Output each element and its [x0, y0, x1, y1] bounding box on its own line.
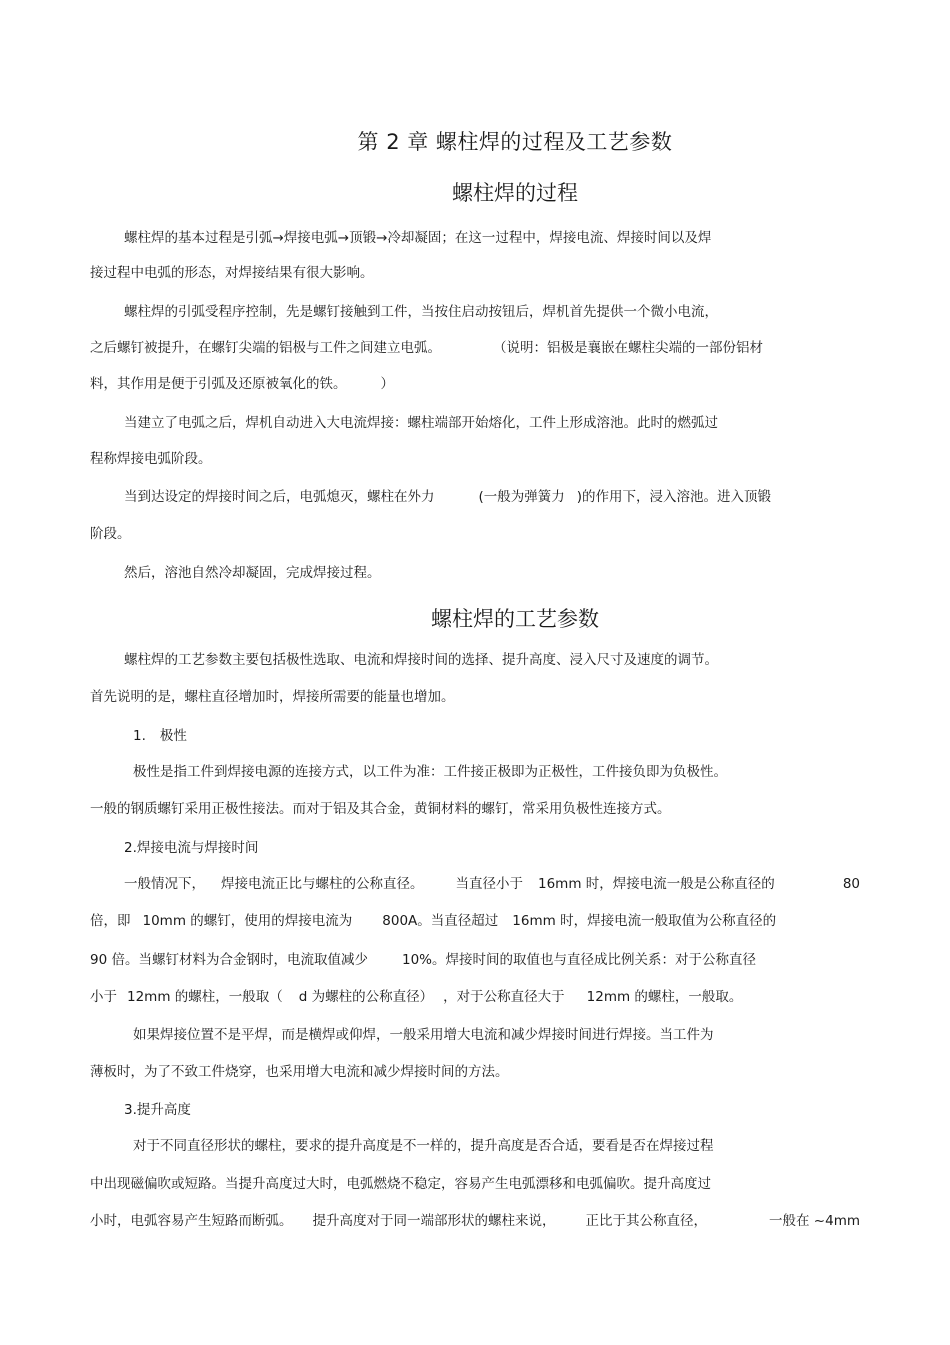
paragraph-line: 极性是指工件到焊接电源的连接方式，以工件为准：工件接正极即为正极性，工件接负即为负极性。 — [133, 764, 727, 780]
section-title-process: 螺柱焊的过程 — [452, 181, 578, 205]
text-segment: 16mm 时，焊接电流一般取值为公称直径的 — [512, 913, 777, 929]
paragraph-line — [90, 375, 394, 393]
text-segment: （说明：铝极是襄嵌在螺柱尖端的一部份铝材 — [493, 340, 763, 356]
paragraph-line — [90, 951, 756, 969]
text-segment: 当直径小于 — [455, 876, 523, 892]
text-segment: 料，其作用是便于引弧及还原被氧化的铁。 — [90, 376, 347, 392]
paragraph-line — [90, 912, 776, 930]
text-segment: 之后螺钉被提升，在螺钉尖端的铝极与工件之间建立电弧。 — [90, 340, 441, 356]
text-segment: 焊接电流正比与螺柱的公称直径。 — [221, 876, 424, 892]
text-segment: (一般为弹簧力 — [478, 489, 565, 505]
text-segment: 16mm 时，焊接电流一般是公称直径的 — [538, 876, 775, 892]
text-segment: 12mm 的螺柱，一般取（ — [127, 989, 283, 1005]
paragraph-line: 当建立了电弧之后，焊机自动进入大电流焊接：螺柱端部开始熔化，工件上形成溶池。此时的燃弧过 — [124, 415, 718, 431]
text-segment: 一般在 ~4mm — [769, 1213, 860, 1229]
paragraph-line: 如果焊接位置不是平焊，而是横焊或仰焊，一般采用增大电流和减少焊接时间进行焊接。当工件为 — [133, 1027, 714, 1043]
subheading-label: 极性 — [159, 728, 187, 744]
paragraph-line: 薄板时，为了不致工件烧穿，也采用增大电流和减少焊接时间的方法。 — [90, 1064, 509, 1080]
text-segment: 正比于其公称直径， — [585, 1213, 707, 1229]
chapter-title: 第 2 章 螺柱焊的过程及工艺参数 — [357, 130, 673, 154]
subheading-number: 1. — [133, 728, 146, 744]
text-segment: 10mm 的螺钉，使用的焊接电流为 — [142, 913, 353, 929]
text-segment: 小时，电弧容易产生短路而断弧。 — [90, 1213, 293, 1229]
paragraph-line — [124, 488, 771, 506]
paragraph-line: 接过程中电弧的形态，对焊接结果有很大影响。 — [90, 265, 374, 281]
text-segment: 80 — [842, 876, 860, 892]
text-segment: ） — [380, 376, 394, 392]
paragraph-line: 螺柱焊的引弧受程序控制，先是螺钉接触到工件，当按住启动按钮后，焊机首先提供一个微小电流， — [124, 304, 718, 320]
text-segment: 小于 — [90, 989, 117, 1005]
paragraph-line — [90, 339, 763, 357]
paragraph-line: 然后，溶池自然冷却凝固，完成焊接过程。 — [124, 565, 381, 581]
text-segment: ，对于公称直径大于 — [443, 989, 565, 1005]
text-segment: 倍，即 — [90, 913, 131, 929]
text-segment: 90 倍。当螺钉材料为合金钢时，电流取值减少 — [90, 952, 368, 968]
text-segment: 当到达设定的焊接时间之后，电弧熄灭，螺柱在外力 — [124, 489, 435, 505]
text-segment: 10%。焊接时间的取值也与直径成比例关系：对于公称直径 — [401, 952, 756, 968]
paragraph-line: 阶段。 — [90, 526, 131, 542]
subheading-current-time: 2.焊接电流与焊接时间 — [124, 840, 259, 856]
text-segment: 12mm 的螺柱，一般取。 — [586, 989, 743, 1005]
paragraph-line: 螺柱焊的基本过程是引弧→焊接电弧→顶锻→冷却凝固；在这一过程中，焊接电流、焊接时间以及焊 — [124, 230, 712, 246]
section-title-params: 螺柱焊的工艺参数 — [431, 607, 599, 631]
paragraph-line: 首先说明的是，螺柱直径增加时，焊接所需要的能量也增加。 — [90, 689, 455, 705]
text-segment: 800A。当直径超过 — [382, 913, 499, 929]
subheading-polarity — [133, 727, 187, 745]
paragraph-line: 程称焊接电弧阶段。 — [90, 451, 212, 467]
text-segment: )的作用下，浸入溶池。进入顶锻 — [576, 489, 772, 505]
paragraph-line — [90, 1212, 860, 1230]
paragraph-line: 一般的钢质螺钉采用正极性接法。而对于铝及其合金，黄铜材料的螺钉，常采用负极性连接方式。 — [90, 801, 671, 817]
paragraph-line — [90, 988, 742, 1006]
text-segment: 提升高度对于同一端部形状的螺柱来说， — [312, 1213, 556, 1229]
text-segment: d 为螺柱的公称直径） — [298, 989, 434, 1005]
paragraph-line: 螺柱焊的工艺参数主要包括极性选取、电流和焊接时间的选择、提升高度、浸入尺寸及速度的调节。 — [124, 652, 718, 668]
paragraph-line: 对于不同直径形状的螺柱，要求的提升高度是不一样的，提升高度是否合适，要看是否在焊接过程 — [133, 1138, 714, 1154]
subheading-lift-height: 3.提升高度 — [124, 1102, 191, 1118]
text-segment: 一般情况下， — [124, 876, 205, 892]
paragraph-line: 中出现磁偏吹或短路。当提升高度过大时，电弧燃烧不稳定，容易产生电弧漂移和电弧偏吹。提升高度过 — [90, 1176, 711, 1192]
paragraph-line — [124, 875, 860, 893]
